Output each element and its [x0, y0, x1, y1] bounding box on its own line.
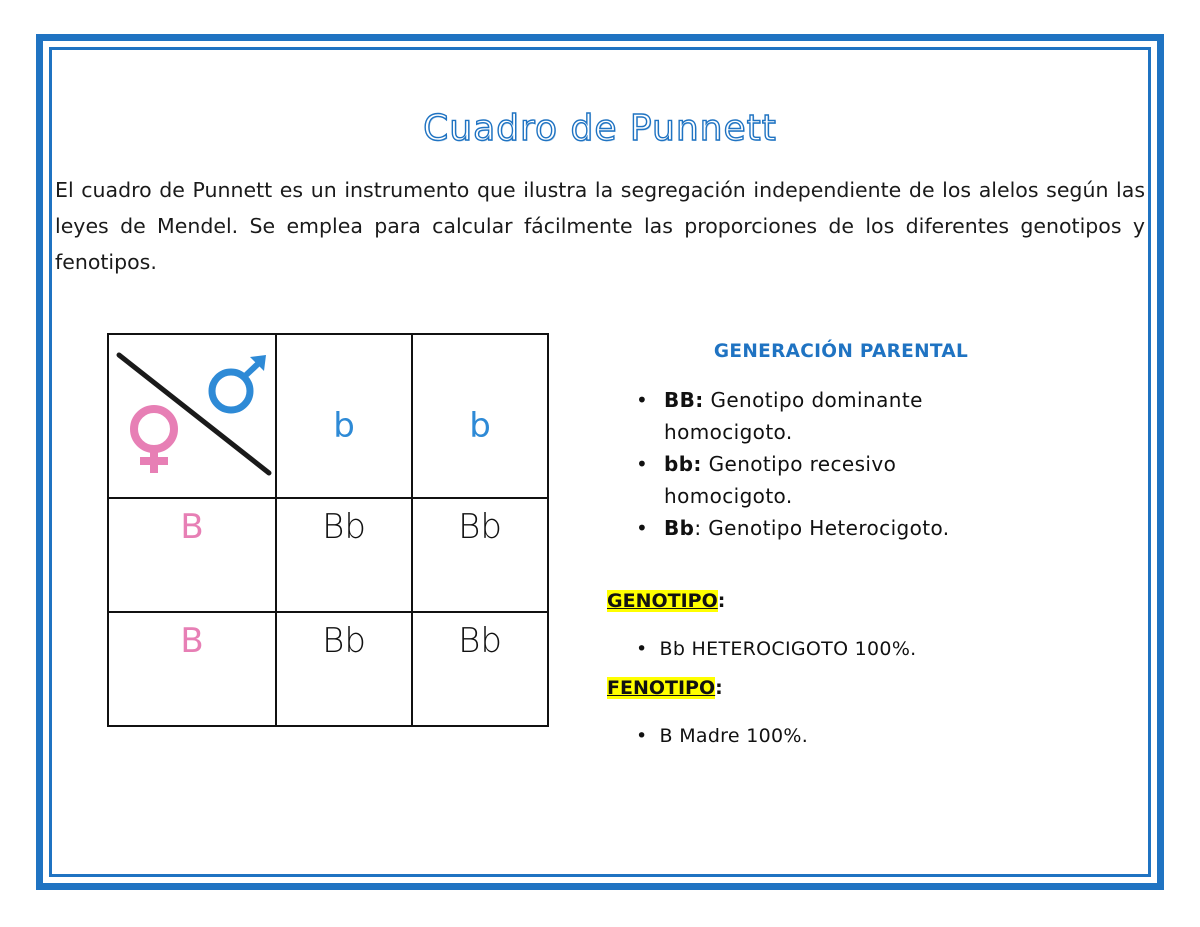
genotipo-result: [636, 638, 917, 660]
punnett-cell: [412, 612, 548, 726]
punnett-header-row: [108, 334, 548, 498]
genotipo-colon: :: [717, 590, 726, 612]
bullet-dot: •: [636, 725, 648, 747]
genotipo-label: [607, 590, 725, 612]
genotype-cell-value: Bb: [458, 621, 502, 661]
row-allele-1: B: [180, 507, 204, 547]
punnett-square: [107, 333, 549, 727]
page-title: Cuadro de Punnett: [423, 108, 777, 149]
intro-paragraph: El cuadro de Punnett es un instrumento que ilustra la segregación independiente de los alelos según las leyes de Mendel. Se emplea para calcular fácilmente las proporciones de los diferentes genotipos y fenotipos.: [55, 178, 1145, 274]
list-item: [630, 448, 1024, 512]
genotype-key: bb:: [664, 452, 702, 476]
col-allele-cell-2: [412, 334, 548, 498]
genotype-definitions-list: [630, 384, 1024, 544]
parental-generation-heading: GENERACIÓN PARENTAL: [713, 341, 969, 362]
genotype-cell-value: Bb: [322, 507, 366, 547]
punnett-cell: [412, 498, 548, 612]
row-allele-cell-1: [108, 498, 276, 612]
fenotipo-colon: :: [715, 677, 723, 699]
col-allele-2: b: [469, 406, 491, 446]
genotipo-highlight: GENOTIPO: [607, 590, 718, 612]
genotype-cell-value: Bb: [458, 507, 502, 547]
genotype-key: BB:: [664, 388, 704, 412]
fenotipo-highlight: FENOTIPO: [607, 677, 716, 699]
fenotipo-value: B Madre 100%.: [659, 725, 809, 747]
genotype-description: Genotipo recesivo homocigoto.: [664, 452, 897, 508]
sex-symbols-icon: [109, 335, 275, 497]
punnett-cell: [276, 498, 412, 612]
list-item: [630, 384, 1024, 448]
genotype-key: Bb: [664, 516, 695, 540]
genotype-description: : Genotipo Heterocigoto.: [694, 516, 950, 540]
genotipo-value: Bb HETEROCIGOTO 100%.: [659, 638, 917, 660]
genotype-description: Genotipo dominante homocigoto.: [664, 388, 923, 444]
punnett-row-2: [108, 612, 548, 726]
punnett-corner-cell: [108, 334, 276, 498]
row-allele-2: B: [180, 621, 204, 661]
fenotipo-result: [636, 725, 808, 747]
punnett-cell: [276, 612, 412, 726]
bullet-dot: •: [636, 638, 648, 660]
row-allele-cell-2: [108, 612, 276, 726]
list-item: [630, 512, 1024, 544]
punnett-row-1: [108, 498, 548, 612]
fenotipo-label: [607, 677, 723, 699]
col-allele-cell-1: [276, 334, 412, 498]
col-allele-1: b: [333, 406, 355, 446]
genotype-cell-value: Bb: [322, 621, 366, 661]
